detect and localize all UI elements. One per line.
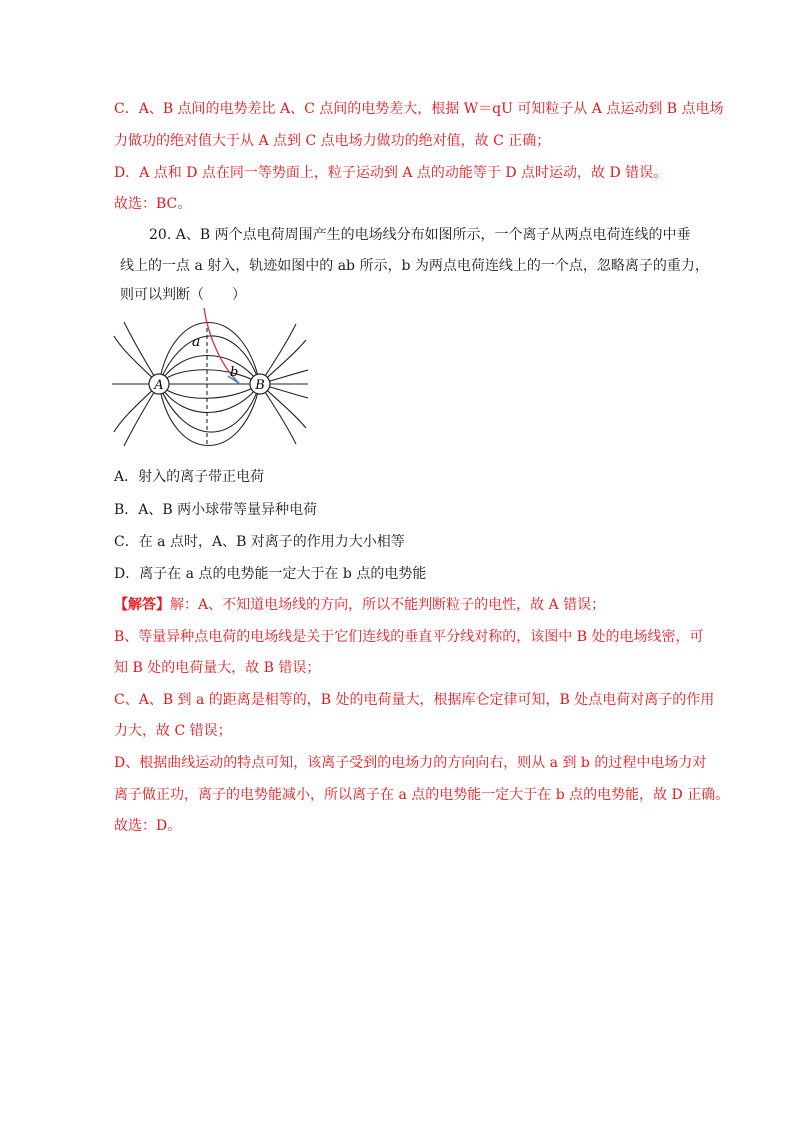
answer-tag: 【解答】 [114, 597, 170, 613]
answer-selected: 故选：D。 [114, 818, 182, 834]
answer-b-line2: 知 B 处的电荷量大，故 B 错误； [114, 660, 321, 676]
option-d: D．离子在 a 点的电势能一定大于在 b 点的电势能 [114, 566, 427, 582]
answer-a-line [114, 595, 605, 615]
option-b: B．A、B 两小球带等量异种电荷 [114, 502, 318, 518]
answer-c-line1: C、A、B 到 a 的距离是相等的，B 处的电荷量大，根据库仑定律可知，B 处点电荷对离子的作用 [114, 692, 715, 708]
option-a: A．射入的离子带正电荷 [114, 469, 265, 485]
point-b-label: b [230, 365, 239, 380]
point-a-label: a [192, 334, 201, 350]
field-lines [112, 322, 308, 446]
option-c: C．在 a 点时，A、B 对离子的作用力大小相等 [114, 534, 405, 550]
answer-d-line2: 离子做正功，离子的电势能减小，所以离子在 a 点的电势能一定大于在 b 点的电势能，故 D 正确。 [114, 787, 730, 803]
question-stem-line1: 20. A、B 两个点电荷周围产生的电场线分布如图所示，一个离子从两点电荷连线的中垂 [149, 227, 691, 243]
answer-b-line1: B、等量异种点电荷的电场线是关于它们连线的垂直平分线对称的，该图中 B 处的电场线密，可 [114, 629, 704, 645]
charge-a-label: A [154, 378, 164, 393]
question-stem-line2: 线上的一点 a 射入，轨迹如图中的 ab 所示，b 为两点电荷连线上的一个点，忽略离子的重力， [120, 258, 709, 274]
answer-a-text: 解：A、不知道电场线的方向，所以不能判断粒子的电性，故 A 错误； [170, 597, 606, 613]
question-stem-line3: 则可以判断（ ） [120, 287, 246, 303]
charge-b-label: B [255, 378, 265, 393]
prev-answer-c-line1: C．A、B 点间的电势差比 A、C 点间的电势差大，根据 W＝qU 可知粒子从 A 点运动到 B 点电场 [114, 101, 724, 117]
answer-d-line1: D、根据曲线运动的特点可知，该离子受到的电场力的方向向右，则从 a 到 b 的过程中电场力对 [114, 755, 707, 771]
prev-answer-d-line: D．A 点和 D 点在同一等势面上，粒子运动到 A 点的动能等于 D 点时运动，故 D 错误。 [114, 165, 668, 181]
prev-answer-c-line2: 力做功的绝对值大于从 A 点到 C 点电场力做功的绝对值，故 C 正确； [114, 133, 551, 149]
prev-answer-selected: 故选：BC。 [114, 196, 192, 212]
electric-field-figure [112, 306, 308, 448]
answer-c-line2: 力大，故 C 错误； [114, 723, 232, 739]
